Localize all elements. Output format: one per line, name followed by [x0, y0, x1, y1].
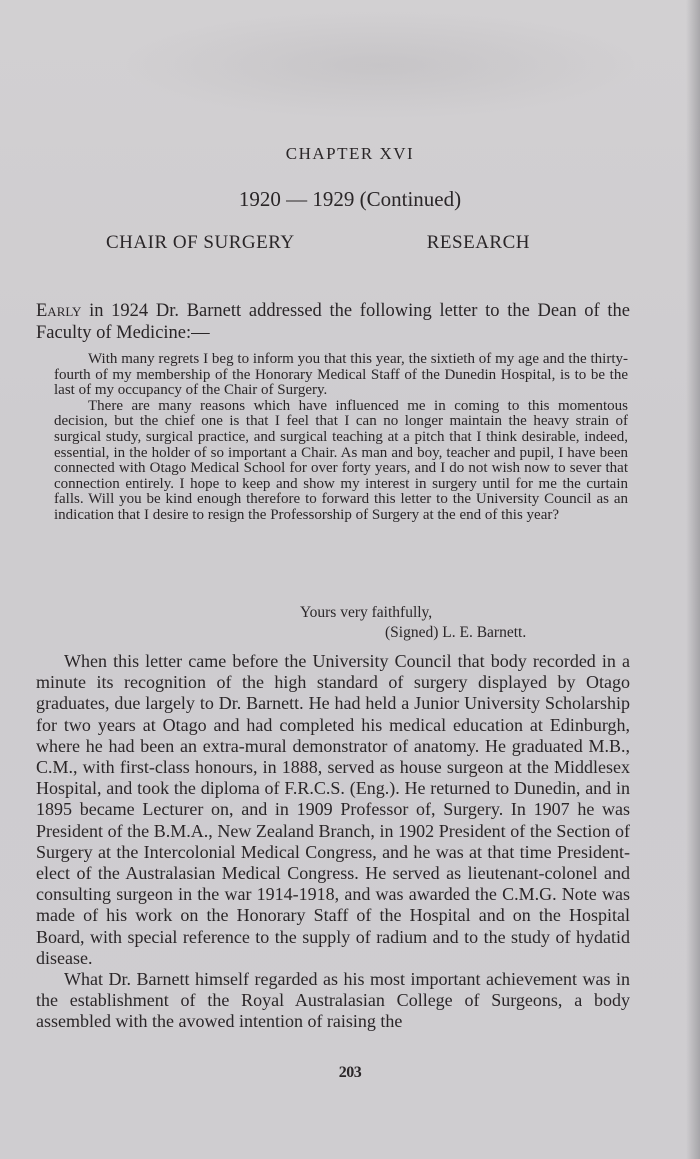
- body-paragraph-2: What Dr. Barnett himself regarded as his most important achievement was in the establishment of the Royal Australasian College of Surgeons, a body assembled with the avowed intention of raising the: [36, 969, 630, 1032]
- intro-text: in 1924 Dr. Barnett addressed the following letter to the Dean of the Faculty of Medicine:—: [36, 301, 630, 343]
- show-through-shadow: [120, 10, 640, 120]
- letter-paragraph-1: With many regrets I beg to inform you that this year, the sixtieth of my age and the thirty-fourth of my membership of the Honorary Medical Staff of the Dunedin Hospital, is to be the last of my occupancy of the Chair of Surgery.: [54, 351, 628, 399]
- body-paragraph-1: When this letter came before the University Council that body recorded in a minute its recognition of the high standard of surgery displayed by Otago graduates, due largely to Dr. Barnett. He had held a Junior University Scholarship for two years at Otago and had completed his medical education at Edinburgh, where he had been an extra-mural demonstrator of anatomy. He graduated M.B., C.M., with first-class honours, in 1888, served as house surgeon at the Middlesex Hospital, and took the diploma of F.R.C.S. (Eng.). He returned to Dunedin, and in 1895 became Lecturer on, and in 1909 Professor of, Surgery. In 1907 he was President of the B.M.A., New Zealand Branch, in 1902 President of the Section of Surgery at the Intercolonial Medical Congress, and he was at that time President-elect of the Australasian Medical Congress. He served as lieutenant-colonel and consulting surgeon in the war 1914-1918, and was awarded the C.M.G. Note was made of his work on the Honorary Staff of the Hospital and on the Hospital Board, with special reference to the supply of radium and to the study of hydatid disease.: [36, 651, 630, 968]
- chapter-heading: CHAPTER XVI: [285, 144, 415, 163]
- page-edge-shadow: [686, 0, 700, 1159]
- intro-lead-word: Early: [36, 301, 82, 321]
- letter-signature: (Signed) L. E. Barnett.: [385, 624, 527, 641]
- subhead-research: RESEARCH: [426, 232, 530, 253]
- intro-paragraph: [36, 300, 630, 344]
- subhead-chair-of-surgery: CHAIR OF SURGERY: [106, 232, 295, 253]
- letter-paragraph-2: There are many reasons which have influenced me in coming to this momentous decision, but the chief one is that I feel that I can no longer maintain the heavy strain of surgical study, surgical practice, and surgical teaching at a pitch that I think desirable, indeed, essential, in the holder of so important a Chair. As man and boy, teacher and pupil, I have been connected with Otago Medical School for over forty years, and I do not wish now to sever that connection entirely. I hope to keep and show my interest in surgery until for me the curtain falls. Will you be kind enough therefore to forward this letter to the University Council as an indication that I desire to resign the Professorship of Surgery at the end of this year?: [54, 397, 628, 523]
- quoted-letter: [54, 352, 628, 524]
- section-subheads: [106, 232, 530, 254]
- page-number: 203: [338, 1064, 362, 1081]
- chapter-years: 1920 — 1929 (Continued): [238, 187, 462, 211]
- body-text: [36, 651, 630, 1033]
- letter-closing: Yours very faithfully,: [300, 604, 433, 621]
